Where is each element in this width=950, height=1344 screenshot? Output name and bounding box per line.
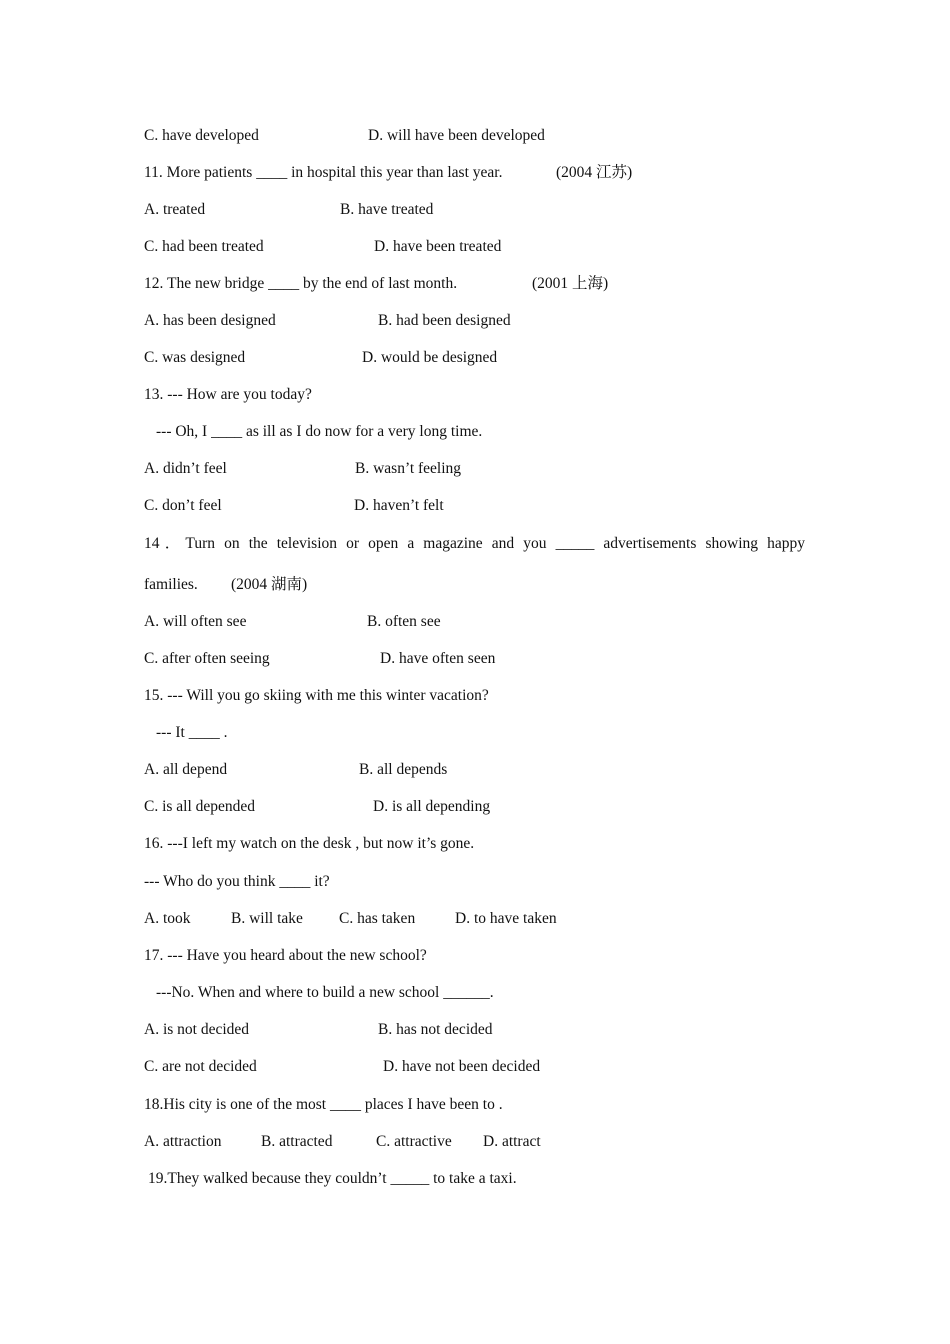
option-text: A. all depend: [144, 761, 228, 778]
option-text: C. don’t feel: [144, 497, 222, 514]
option: [231, 909, 303, 929]
option-text: D. have been treated: [374, 238, 502, 255]
dialogue-text: --- Who do you think ____ it?: [144, 873, 330, 890]
option: [340, 200, 433, 220]
option-text: D. have often seen: [380, 650, 496, 667]
option-text: D. is all depending: [373, 798, 491, 815]
option: [378, 311, 511, 331]
text-segment: C. have developed: [144, 127, 259, 144]
option: [144, 459, 227, 479]
question-line: [144, 946, 427, 966]
option-text: D. haven’t felt: [354, 497, 444, 514]
option-text: C. are not decided: [144, 1058, 257, 1075]
dialogue-line: [156, 983, 494, 1003]
option: [455, 909, 557, 929]
option: [359, 760, 447, 780]
option: [144, 1020, 249, 1040]
question-line: [144, 274, 457, 294]
question-line: [144, 385, 312, 405]
option-text: C. after often seeing: [144, 650, 270, 667]
source-text: (2004 湖南): [231, 576, 308, 593]
option-text: C. had been treated: [144, 238, 264, 255]
question-text: 11. More patients ____ in hospital this year than last year.: [144, 164, 503, 181]
question-text: 13. --- How are you today?: [144, 386, 312, 403]
option-text: A. is not decided: [144, 1021, 250, 1038]
option: [380, 649, 495, 669]
option-text: C. is all depended: [144, 798, 256, 815]
option: [144, 237, 264, 257]
option-text: B. has not decided: [378, 1021, 493, 1038]
option-text: A. took: [144, 910, 191, 927]
option: [144, 1057, 257, 1077]
question-text: 12. The new bridge ____ by the end of last month.: [144, 275, 458, 292]
option: [261, 1132, 332, 1152]
option-text: D. have not been decided: [383, 1058, 541, 1075]
option: [355, 459, 461, 479]
dialogue-text: --- It ____ .: [156, 724, 228, 741]
option: [362, 348, 497, 368]
question-line: [144, 686, 489, 706]
question-text: 19.They walked because they couldn’t _____ to take a taxi.: [148, 1170, 517, 1187]
option: [374, 237, 501, 257]
question-text: 16. ---I left my watch on the desk , but now it’s gone.: [144, 835, 475, 852]
option-text: D. attract: [483, 1133, 541, 1150]
text-segment: D. will have been developed: [368, 127, 545, 144]
option-text: B. wasn’t feeling: [355, 460, 462, 477]
dialogue-text: ---No. When and where to build a new school ______.: [156, 984, 494, 1001]
option-text: A. will often see: [144, 613, 247, 630]
dialogue-text: --- Oh, I ____ as ill as I do now for a very long time.: [156, 423, 483, 440]
option-text: C. was designed: [144, 349, 246, 366]
question-line: [144, 834, 474, 854]
option-text: B. all depends: [359, 761, 448, 778]
option: [144, 1132, 221, 1152]
option-text: B. have treated: [340, 201, 434, 218]
option: [144, 612, 246, 632]
source-text: (2001 上海): [532, 275, 609, 292]
dialogue-line: [156, 422, 482, 442]
line: [144, 126, 259, 146]
source-tag: [231, 575, 307, 595]
option-text: A. has been designed: [144, 312, 276, 329]
source-text: (2004 江苏): [556, 164, 633, 181]
option: [144, 496, 222, 516]
option-text: D. would be designed: [362, 349, 498, 366]
option-text: D. to have taken: [455, 910, 557, 927]
question-text: 15. --- Will you go skiing with me this winter vacation?: [144, 687, 489, 704]
option-text: B. will take: [231, 910, 303, 927]
option: [144, 348, 245, 368]
option-text: A. didn’t feel: [144, 460, 227, 477]
question-text: 18.His city is one of the most ____ places I have been to .: [144, 1096, 503, 1113]
question-text: 17. --- Have you heard about the new school?: [144, 947, 427, 964]
option: [339, 909, 415, 929]
option: [144, 200, 205, 220]
option: [144, 649, 270, 669]
option-text: C. has taken: [339, 910, 416, 927]
text-segment: families.: [144, 576, 198, 593]
option-text: B. often see: [367, 613, 441, 630]
line: [368, 126, 545, 146]
question-text: 14．Turn on the television or open a magazine and you _____ advertisements showing happy: [144, 535, 805, 552]
dialogue-line: [144, 872, 330, 892]
question-line: [144, 1095, 503, 1115]
option: [367, 612, 441, 632]
option: [378, 1020, 493, 1040]
source-tag: [556, 163, 632, 183]
option: [144, 311, 276, 331]
question-line: [144, 534, 805, 554]
question-line: [144, 163, 502, 183]
option: [373, 797, 490, 817]
option: [144, 797, 255, 817]
option: [144, 909, 191, 929]
option: [144, 760, 227, 780]
option-text: A. treated: [144, 201, 206, 218]
option-text: B. attracted: [261, 1133, 333, 1150]
dialogue-line: [156, 723, 227, 743]
option-text: B. had been designed: [378, 312, 511, 329]
line: [144, 575, 198, 595]
option: [376, 1132, 452, 1152]
option: [483, 1132, 541, 1152]
option-text: A. attraction: [144, 1133, 222, 1150]
source-tag: [532, 274, 608, 294]
option-text: C. attractive: [376, 1133, 452, 1150]
option: [354, 496, 444, 516]
question-line: [148, 1169, 517, 1189]
option: [383, 1057, 540, 1077]
